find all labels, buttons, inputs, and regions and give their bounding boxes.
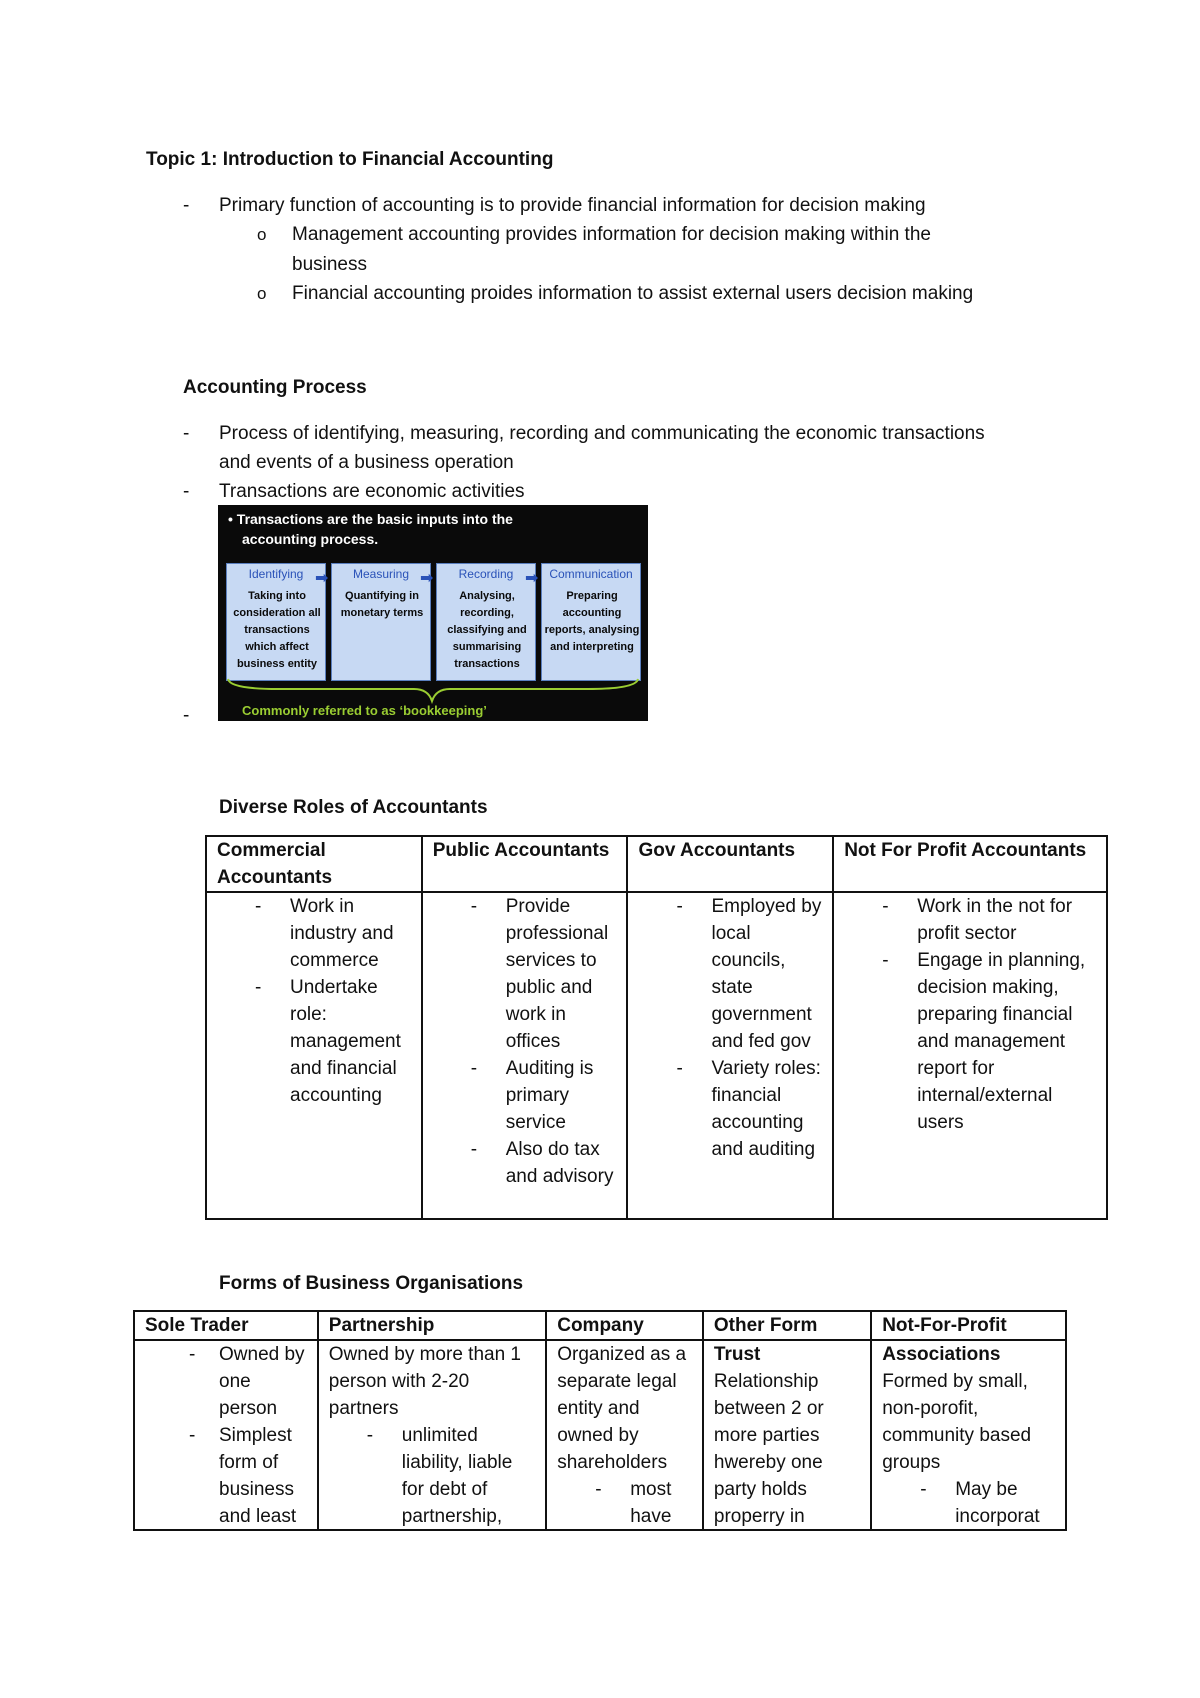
list-item: - Engage in planning, decision making, preparing financial and management report for internal/external users xyxy=(844,947,1096,1136)
table-cell xyxy=(318,1340,546,1530)
list-item: - Simplest form of business and least xyxy=(145,1422,307,1529)
cell-subheading: Associations xyxy=(882,1344,1001,1365)
bullet-dash: - xyxy=(183,423,190,444)
column-header: Commercial Accountants xyxy=(206,836,422,892)
table-cell xyxy=(206,892,422,1219)
bullet-dash: - xyxy=(183,195,190,216)
column-header: Not-For-Profit xyxy=(871,1311,1066,1340)
table-cell xyxy=(833,892,1107,1219)
section-heading-forms: Forms of Business Organisations xyxy=(219,1273,524,1294)
column-header: Not For Profit Accountants xyxy=(833,836,1107,892)
bullet-dash: - xyxy=(183,481,190,502)
roles-table xyxy=(205,835,1108,1220)
table-cell xyxy=(134,1340,318,1530)
step-title: Identifying xyxy=(248,567,304,581)
intro-sub1-line1: Management accounting provides information for decision making within the xyxy=(292,224,931,245)
bullet-dash: - xyxy=(183,705,190,726)
cell-text: Owned by more than 1 person with 2-20 partners xyxy=(328,1344,521,1419)
step-body: Quantifying in monetary terms xyxy=(340,590,424,619)
list-item: - Owned by one person xyxy=(145,1341,307,1422)
section-heading-roles: Diverse Roles of Accountants xyxy=(219,797,488,818)
sub-bullet-marker: o xyxy=(257,284,267,303)
business-forms-table xyxy=(133,1310,1067,1531)
step-title: Communication xyxy=(549,567,633,581)
list-item: - unlimited liability, liable for debt of partnership, xyxy=(329,1422,535,1529)
right-arrow-icon: ➡ xyxy=(315,570,329,587)
right-arrow-icon: ➡ xyxy=(525,570,539,587)
list-item: - May be incorporat xyxy=(882,1476,1055,1529)
table-header-row xyxy=(206,836,1107,892)
column-header: Partnership xyxy=(318,1311,546,1340)
table-cell xyxy=(871,1340,1066,1530)
accounting-process-diagram xyxy=(218,505,648,721)
list-item: - Employed by local councils, state government and fed gov xyxy=(638,893,822,1055)
step-body: Preparing accounting reports, analysing and interpreting xyxy=(544,590,640,653)
column-header: Gov Accountants xyxy=(627,836,833,892)
table-header-row xyxy=(134,1311,1066,1340)
list-item: - Also do tax and advisory xyxy=(433,1136,617,1190)
list-item: - Variety roles: financial accounting and auditing xyxy=(638,1055,822,1163)
table-row xyxy=(206,892,1107,1219)
step-title: Recording xyxy=(458,567,514,581)
cell-text: Organized as a separate legal entity and owned by shareholders xyxy=(557,1344,687,1473)
cell-text: Relationship between 2 or more parties hwereby one party holds properry in xyxy=(713,1371,824,1527)
table-row xyxy=(134,1340,1066,1530)
section-heading-accounting-process: Accounting Process xyxy=(183,377,367,398)
column-header: Sole Trader xyxy=(134,1311,318,1340)
step-body: Taking into consideration all transactions which affect business entity xyxy=(233,590,321,670)
intro-sub1-line2: business xyxy=(292,254,367,275)
table-cell xyxy=(703,1340,871,1530)
column-header: Other Form xyxy=(703,1311,871,1340)
right-arrow-icon: ➡ xyxy=(420,570,434,587)
table-cell xyxy=(422,892,628,1219)
list-item: - Provide professional services to public and work in offices xyxy=(433,893,617,1055)
step-box-communication xyxy=(541,563,641,681)
step-body: Analysing, recording, classifying and summarising transactions xyxy=(447,590,527,670)
process-bullet-1-line1: Process of identifying, measuring, recording and communicating the economic transactions xyxy=(219,423,985,444)
table-cell xyxy=(546,1340,703,1530)
step-box-identifying xyxy=(226,563,329,681)
cell-text: Formed by small, non-porofit, community based groups xyxy=(882,1371,1032,1473)
diagram-header-line2: accounting process. xyxy=(242,531,379,547)
intro-sub2: Financial accounting proides information to assist external users decision making xyxy=(292,283,974,304)
diagram-header-line1: • Transactions are the basic inputs into the xyxy=(228,511,513,527)
process-bullet-2: Transactions are economic activities xyxy=(219,481,525,502)
cell-subheading: Trust xyxy=(713,1344,761,1365)
process-bullet-1-line2: and events of a business operation xyxy=(219,452,514,473)
intro-bullet: Primary function of accounting is to provide financial information for decision making xyxy=(219,195,926,216)
list-item: - Work in industry and commerce xyxy=(217,893,411,974)
list-item: - Work in the not for profit sector xyxy=(844,893,1096,947)
list-item: - Undertake role: management and financial accounting xyxy=(217,974,411,1109)
sub-bullet-marker: o xyxy=(257,225,267,244)
column-header: Public Accountants xyxy=(422,836,628,892)
step-title: Measuring xyxy=(352,567,410,581)
step-box-measuring xyxy=(331,563,434,681)
step-box-recording xyxy=(436,563,539,681)
diagram-footer: Commonly referred to as ‘bookkeeping’ xyxy=(242,703,487,718)
column-header: Company xyxy=(546,1311,703,1340)
list-item: - Auditing is primary service xyxy=(433,1055,617,1136)
table-cell xyxy=(627,892,833,1219)
page-title: Topic 1: Introduction to Financial Accounting xyxy=(146,149,554,170)
list-item: - most have xyxy=(557,1476,692,1529)
